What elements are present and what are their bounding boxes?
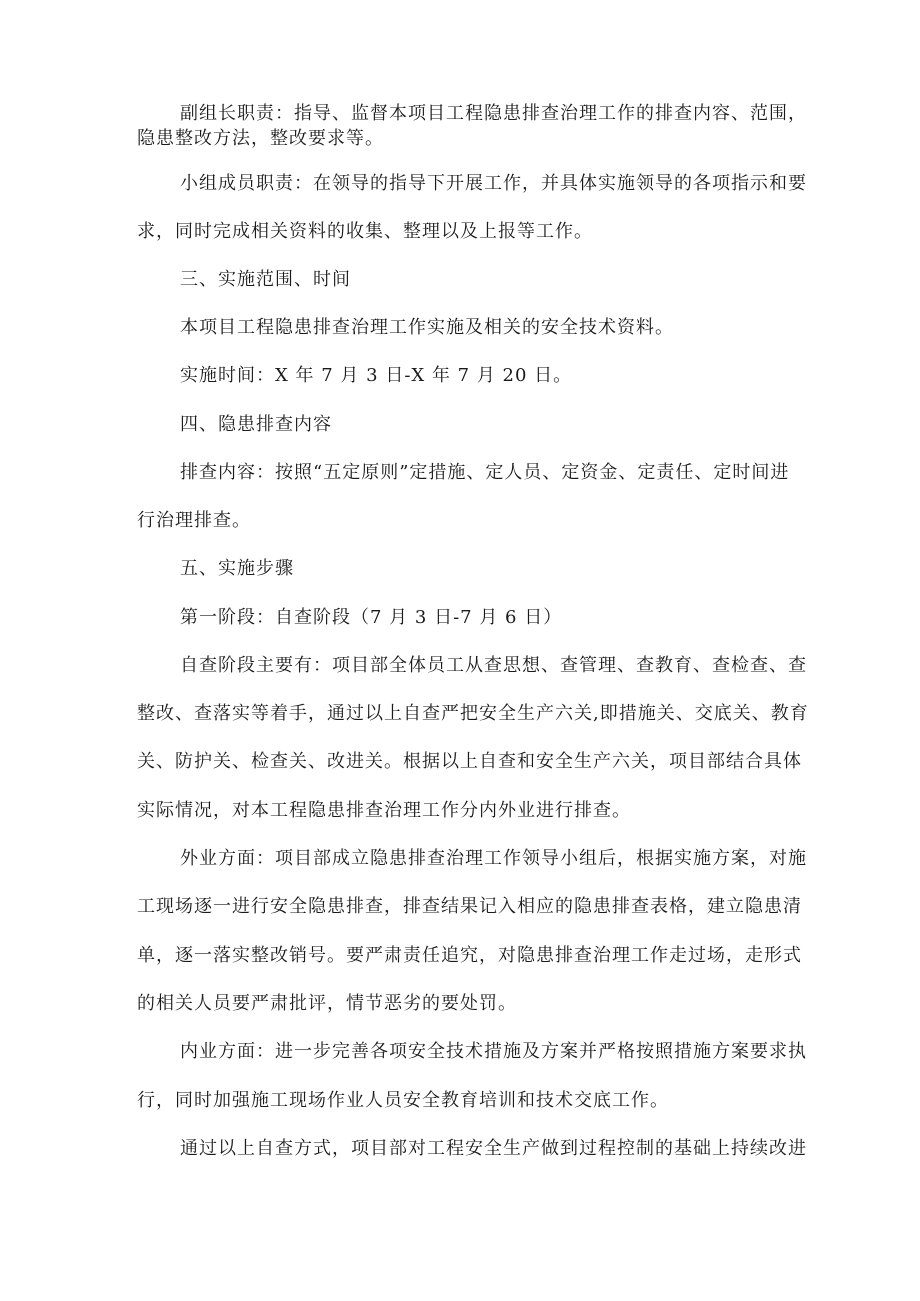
text-line: 行治理排查。 [137, 510, 251, 531]
text-line: 小组成员职责：在领导的指导下开展工作，并具体实施领导的各项指示和要 [180, 173, 807, 194]
text-line: 自查阶段主要有：项目部全体员工从查思想、查管理、查教育、查检查、查 [180, 655, 807, 676]
text-line: 实际情况，对本工程隐患排查治理工作分内外业进行排查。 [137, 800, 631, 821]
text-line: 整改、查落实等着手，通过以上自查严把安全生产六关,即措施关、交底关、教育 [137, 703, 809, 724]
text-line: 本项目工程隐患排查治理工作实施及相关的安全技术资料。 [180, 317, 674, 338]
text-line: 实施时间：X 年 7 月 3 日-X 年 7 月 20 日。 [180, 365, 573, 386]
text-line: 通过以上自查方式，项目部对工程安全生产做到过程控制的基础上持续改进 [180, 1138, 807, 1159]
text-line: 内业方面：进一步完善各项安全技术措施及方案并严格按照措施方案要求执 [180, 1041, 807, 1062]
text-line: 行，同时加强施工现场作业人员安全教育培训和技术交底工作。 [137, 1090, 669, 1111]
text-line: 隐患整改方法，整改要求等。 [137, 128, 384, 149]
text-line: 单，逐一落实整改销号。要严肃责任追究，对隐患排查治理工作走过场，走形式 [137, 945, 802, 966]
text-line: 外业方面：项目部成立隐患排查治理工作领导小组后，根据实施方案，对施 [180, 848, 807, 869]
text-line: 的相关人员要严肃批评，情节恶劣的要处罚。 [137, 993, 517, 1014]
text-line: 排查内容：按照“五定原则”定措施、定人员、定资金、定责任、定时间进 [180, 462, 790, 483]
text-line: 副组长职责：指导、监督本项目工程隐患排查治理工作的排查内容、范围， [180, 103, 807, 124]
text-line: 关、防护关、检查关、改进关。根据以上自查和安全生产六关，项目部结合具体 [137, 751, 802, 772]
text-line: 工现场逐一进行安全隐患排查，排查结果记入相应的隐患排查表格，建立隐患清 [137, 896, 802, 917]
section-heading: 三、实施范围、时间 [180, 269, 351, 290]
section-heading: 四、隐患排查内容 [180, 414, 332, 435]
section-heading: 五、实施步骤 [180, 558, 294, 579]
text-line: 第一阶段：自查阶段（7 月 3 日-7 月 6 日） [180, 607, 563, 628]
text-line: 求，同时完成相关资料的收集、整理以及上报等工作。 [137, 221, 593, 242]
